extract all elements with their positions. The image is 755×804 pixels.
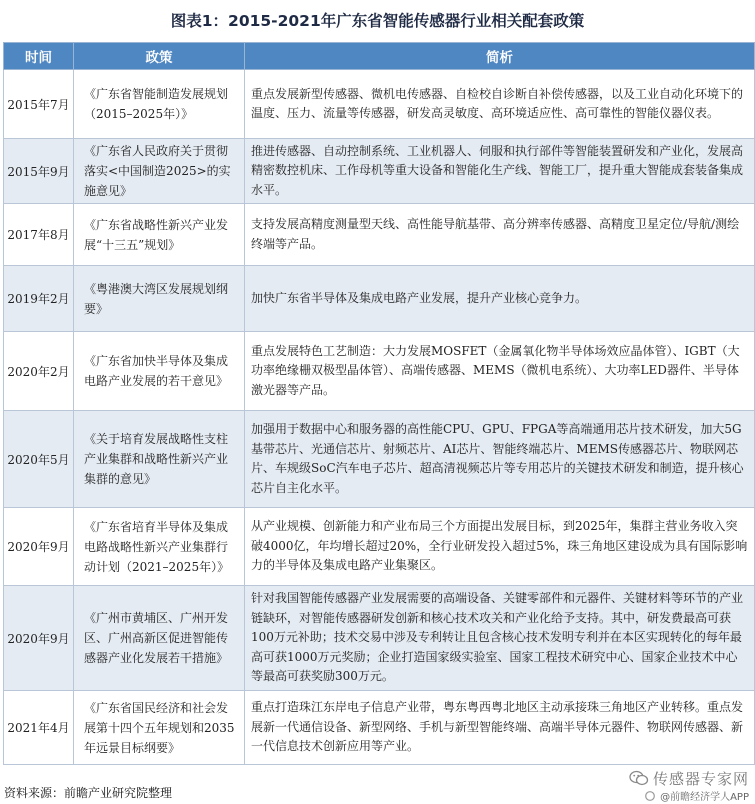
table-row [4,586,755,691]
row-desc: 加快广东省半导体及集成电路产业发展，提升产业核心竞争力。 [245,266,755,332]
row-desc: 加强用于数据中心和服务器的高性能CPU、GPU、FPGA等高端通用芯片技术研发，加大5G基带芯片、光通信芯片、射频芯片、AI芯片、智能终端芯片、MEMS传感器芯片、物联网芯片、车规级SoC汽车电子芯片、超高清视频芯片等专用芯片的关键技术研发和制造，提升核心芯片自主化水平。 [245,411,755,508]
row-date: 2015年9月 [4,139,74,204]
policy-table [3,42,755,765]
watermark-bottom-text: @前瞻经济学人APP [660,791,749,803]
row-policy: 《广东省加快半导体及集成电路产业发展的若干意见》 [74,332,245,411]
row-policy: 《广东省人民政府关于贯彻落实<中国制造2025>的实施意见》 [74,139,245,204]
header-date: 时间 [4,43,74,70]
table-row [4,411,755,508]
header-row [4,43,755,70]
table-row [4,266,755,332]
table-row [4,691,755,765]
watermark [579,768,749,802]
row-desc: 重点发展特色工艺制造：大力发展MOSFET（金属氧化物半导体场效应晶体管）、IGBT（大功率绝缘栅双极型晶体管）、高端传感器、MEMS（微机电系统）、大功率LED器件、半导体激光器等产品。 [245,332,755,411]
row-desc: 重点打造珠江东岸电子信息产业带，粤东粤西粤北地区主动承接珠三角地区产业转移。重点发展新一代通信设备、新型网络、手机与新型智能终端、高端半导体元器件、物联网传感器、新一代信息技术创新应用等产业。 [245,691,755,765]
table-row [4,508,755,586]
row-policy: 《广东省智能制造发展规划（2015–2025年）》 [74,70,245,139]
row-policy: 《关于培育发展战略性支柱产业集群和战略性新兴产业集群的意见》 [74,411,245,508]
row-date: 2020年9月 [4,586,74,691]
row-desc: 推进传感器、自动控制系统、工业机器人、伺服和执行部件等智能装置研发和产业化，发展高精密数控机床、工作母机等重大设备和智能化生产线、智能工厂，提升重大智能成套装备集成水平。 [245,139,755,204]
row-date: 2020年2月 [4,332,74,411]
row-policy: 《广东省培育半导体及集成电路战略性新兴产业集群行动计划（2021–2025年）》 [74,508,245,586]
row-date: 2015年7月 [4,70,74,139]
row-desc: 支持发展高精度测量型天线、高性能导航基带、高分辨率传感器、高精度卫星定位/导航/测绘终端等产品。 [245,204,755,266]
row-desc: 重点发展新型传感器、微机电传感器、自检校自诊断自补偿传感器，以及工业自动化环境下的温度、压力、流量等传感器，研发高灵敏度、高环境适应性、高可靠性的智能仪器仪表。 [245,70,755,139]
row-date: 2020年5月 [4,411,74,508]
source-note: 资料来源：前瞻产业研究院整理 [4,786,173,800]
watermark-top-text: 传感器专家网 [652,769,749,788]
row-date: 2017年8月 [4,204,74,266]
table-row [4,139,755,204]
table-row [4,204,755,266]
row-date: 2021年4月 [4,691,74,765]
row-policy: 《广东省战略性新兴产业发展“十三五”规划》 [74,204,245,266]
row-policy: 《广州市黄埔区、广州开发区、广州高新区促进智能传感器产业化发展若干措施》 [74,586,245,691]
table-row [4,70,755,139]
wechat-icon [629,770,649,786]
chart-title: 图表1：2015-2021年广东省智能传感器行业相关配套政策 [170,12,585,30]
app-logo-icon [645,791,655,801]
row-policy: 《广东省国民经济和社会发展第十四个五年规划和2035年远景目标纲要》 [74,691,245,765]
row-desc: 从产业规模、创新能力和产业布局三个方面提出发展目标，到2025年，集群主营业务收入突破4000亿，年均增长超过20%，全行业研发投入超过5%，珠三角地区建设成为具有国际影响力的半导体及集成电路产业集聚区。 [245,508,755,586]
table-row [4,332,755,411]
row-date: 2019年2月 [4,266,74,332]
row-desc: 针对我国智能传感器产业发展需要的高端设备、关键零部件和元器件、关键材料等环节的产业链缺环，对智能传感器研发创新和核心技术攻关和产业化给予支持。其中，研发费最高可获100万元补助；技术交易中涉及专利转让且包含核心技术发明专利并在本区实现转化的每年最高可获1000万元奖励；企业打造国家级实验室、国家工程技术研究中心、国家企业技术中心等最高可获奖励300万元。 [245,586,755,691]
header-desc: 简析 [245,43,755,70]
row-policy: 《粤港澳大湾区发展规划纲要》 [74,266,245,332]
row-date: 2020年9月 [4,508,74,586]
header-policy: 政策 [74,43,245,70]
